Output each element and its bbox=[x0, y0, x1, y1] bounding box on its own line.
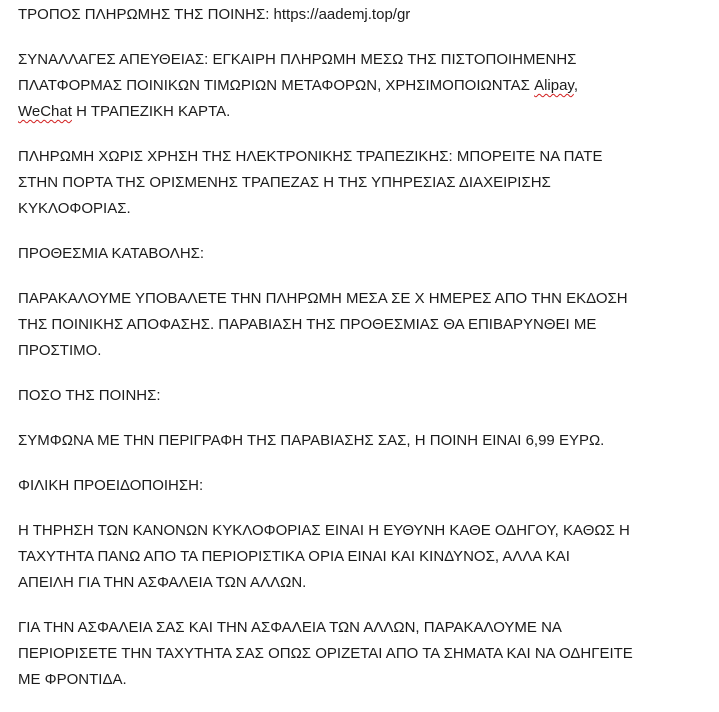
deadline-paragraph bbox=[18, 286, 708, 364]
text-line bbox=[18, 99, 708, 125]
document-body bbox=[18, 2, 708, 712]
text-line: ΠΡΟΘΕΣΜΙΑ ΚΑΤΑΒΟΛΗΣ: bbox=[18, 245, 205, 262]
text-line: ΑΠΕΙΛΗ ΓΙΑ ΤΗΝ ΑΣΦΑΛΕΙΑ ΤΩΝ ΑΛΛΩΝ. bbox=[18, 574, 307, 591]
text-line: ΤΡΟΠΟΣ ΠΛΗΡΩΜΗΣ ΤΗΣ ΠΟΙΝΗΣ: https://aademj.top/gr bbox=[18, 6, 411, 23]
text-line: ΤΑΧΥΤΗΤΑ ΠΑΝΩ ΑΠΟ ΤΑ ΠΕΡΙΟΡΙΣΤΙΚΑ ΟΡΙΑ ΕΙΝΑΙ ΚΑΙ ΚΙΝΔΥΝΟΣ, ΑΛΛΑ ΚΑΙ bbox=[18, 548, 570, 565]
text-line: ΠΟΣΟ ΤΗΣ ΠΟΙΝΗΣ: bbox=[18, 387, 161, 404]
text-line: ΣΥΝΑΛΛΑΓΕΣ ΑΠΕΥΘΕΙΑΣ: ΕΓΚΑΙΡΗ ΠΛΗΡΩΜΗ ΜΕΣΩ ΤΗΣ ΠΙΣΤΟΠΟΙΗΜΕΝΗΣ bbox=[18, 51, 577, 68]
fine-amount-heading bbox=[18, 383, 708, 409]
direct-transactions-paragraph bbox=[18, 47, 708, 125]
text-segment: ΠΛΑΤΦΟΡΜΑΣ ΠΟΙΝΙΚΩΝ ΤΙΜΩΡΙΩΝ ΜΕΤΑΦΟΡΩΝ, ΧΡΗΣΙΜΟΠΟΙΩΝΤΑΣ bbox=[18, 77, 535, 94]
text-line: ΠΛΗΡΩΜΗ ΧΩΡΙΣ ΧΡΗΣΗ ΤΗΣ ΗΛΕΚΤΡΟΝΙΚΗΣ ΤΡΑΠΕΖΙΚΗΣ: ΜΠΟΡΕΙΤΕ ΝΑ ΠΑΤΕ bbox=[18, 148, 603, 165]
text-line: ΠΡΟΣΤΙΜΟ. bbox=[18, 342, 102, 359]
text-line: ΜΕ ΦΡΟΝΤΙΔΑ. bbox=[18, 671, 127, 688]
deadline-heading bbox=[18, 241, 708, 267]
text-segment: , bbox=[573, 77, 578, 94]
spellcheck-word-alipay: Alipay bbox=[534, 77, 574, 94]
text-line: ΠΕΡΙΟΡΙΣΕΤΕ ΤΗΝ ΤΑΧΥΤΗΤΑ ΣΑΣ ΟΠΩΣ ΟΡΙΖΕΤΑΙ ΑΠΟ ΤΑ ΣΗΜΑΤΑ ΚΑΙ ΝΑ ΟΔΗΓΕΙΤΕ bbox=[18, 645, 633, 662]
text-line bbox=[18, 73, 708, 99]
text-line: ΣΥΜΦΩΝΑ ΜΕ ΤΗΝ ΠΕΡΙΓΡΑΦΗ ΤΗΣ ΠΑΡΑΒΙΑΣΗΣ ΣΑΣ, Η ΠΟΙΝΗ ΕΙΝΑΙ 6,99 ΕΥΡΩ. bbox=[18, 432, 605, 449]
fine-amount-paragraph bbox=[18, 428, 708, 454]
text-line: Η ΤΗΡΗΣΗ ΤΩΝ ΚΑΝΟΝΩΝ ΚΥΚΛΟΦΟΡΙΑΣ ΕΙΝΑΙ Η ΕΥΘΥΝΗ ΚΑΘΕ ΟΔΗΓΟΥ, ΚΑΘΩΣ Η bbox=[18, 522, 630, 539]
text-line: ΣΤΗΝ ΠΟΡΤΑ ΤΗΣ ΟΡΙΣΜΕΝΗΣ ΤΡΑΠΕΖΑΣ Η ΤΗΣ ΥΠΗΡΕΣΙΑΣ ΔΙΑΧΕΙΡΙΣΗΣ bbox=[18, 174, 551, 191]
friendly-warning-heading bbox=[18, 473, 708, 499]
offline-payment-paragraph bbox=[18, 144, 708, 222]
spellcheck-word-wechat: WeChat bbox=[18, 103, 72, 120]
safety-paragraph bbox=[18, 615, 708, 693]
text-line: ΤΗΣ ΠΟΙΝΙΚΗΣ ΑΠΟΦΑΣΗΣ. ΠΑΡΑΒΙΑΣΗ ΤΗΣ ΠΡΟΘΕΣΜΙΑΣ ΘΑ ΕΠΙΒΑΡΥΝΘΕΙ ΜΕ bbox=[18, 316, 597, 333]
text-line: ΠΑΡΑΚΑΛΟΥΜΕ ΥΠΟΒΑΛΕΤΕ ΤΗΝ ΠΛΗΡΩΜΗ ΜΕΣΑ ΣΕ Χ ΗΜΕΡΕΣ ΑΠΟ ΤΗΝ ΕΚΔΟΣΗ bbox=[18, 290, 628, 307]
text-line: ΚΥΚΛΟΦΟΡΙΑΣ. bbox=[18, 200, 131, 217]
text-line: ΦΙΛΙΚΗ ΠΡΟΕΙΔΟΠΟΙΗΣΗ: bbox=[18, 477, 204, 494]
traffic-rules-paragraph bbox=[18, 518, 708, 596]
text-segment: Η ΤΡΑΠΕΖΙΚΗ ΚΑΡΤΑ. bbox=[71, 103, 231, 120]
text-line: ΓΙΑ ΤΗΝ ΑΣΦΑΛΕΙΑ ΣΑΣ ΚΑΙ ΤΗΝ ΑΣΦΑΛΕΙΑ ΤΩΝ ΑΛΛΩΝ, ΠΑΡΑΚΑΛΟΥΜΕ ΝΑ bbox=[18, 619, 562, 636]
payment-method-paragraph bbox=[18, 2, 708, 28]
